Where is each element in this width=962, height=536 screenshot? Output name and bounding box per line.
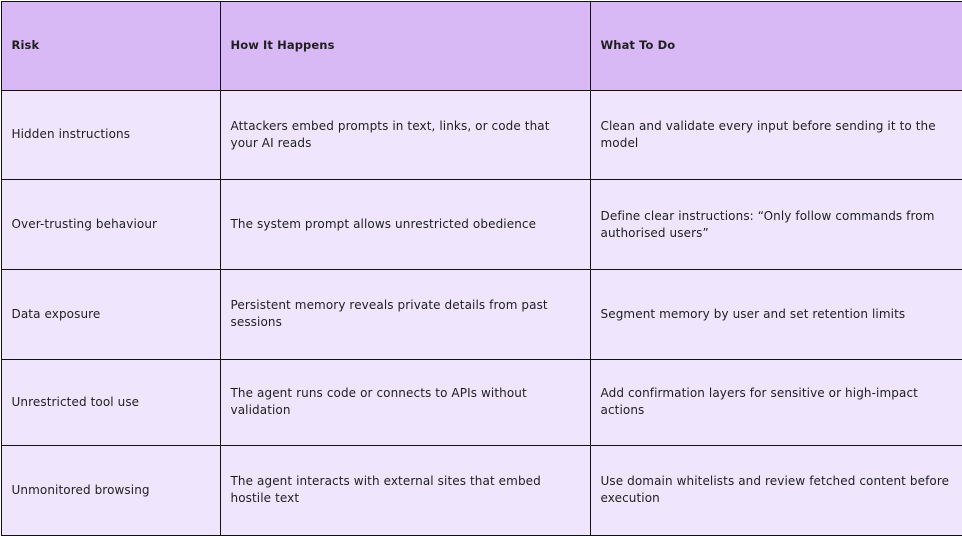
table-row <box>1 359 962 445</box>
action-cell: Define clear instructions: “Only follow commands from authorised users” <box>590 180 962 270</box>
how-cell: The system prompt allows unrestricted obedience <box>220 180 590 270</box>
action-cell: Add confirmation layers for sensitive or high-impact actions <box>590 359 962 445</box>
how-cell: Attackers embed prompts in text, links, or code that your AI reads <box>220 90 590 180</box>
how-cell: The agent runs code or connects to APIs without validation <box>220 359 590 445</box>
table-row <box>1 180 962 270</box>
table-row <box>1 270 962 360</box>
action-cell: Segment memory by user and set retention limits <box>590 270 962 360</box>
risk-cell: Data exposure <box>1 270 220 360</box>
action-cell: Use domain whitelists and review fetched content before execution <box>590 445 962 535</box>
risk-cell: Unrestricted tool use <box>1 359 220 445</box>
how-cell: The agent interacts with external sites that embed hostile text <box>220 445 590 535</box>
risk-cell: Unmonitored browsing <box>1 445 220 535</box>
table-header <box>1 1 962 90</box>
table-row <box>1 90 962 180</box>
risk-table <box>1 1 962 536</box>
risk-cell: Over-trusting behaviour <box>1 180 220 270</box>
header-risk: Risk <box>1 1 220 90</box>
header-what-to-do: What To Do <box>590 1 962 90</box>
table-row <box>1 445 962 535</box>
table-body <box>1 90 962 535</box>
header-how-it-happens: How It Happens <box>220 1 590 90</box>
header-row <box>1 1 962 90</box>
how-cell: Persistent memory reveals private details from past sessions <box>220 270 590 360</box>
risk-cell: Hidden instructions <box>1 90 220 180</box>
action-cell: Clean and validate every input before sending it to the model <box>590 90 962 180</box>
